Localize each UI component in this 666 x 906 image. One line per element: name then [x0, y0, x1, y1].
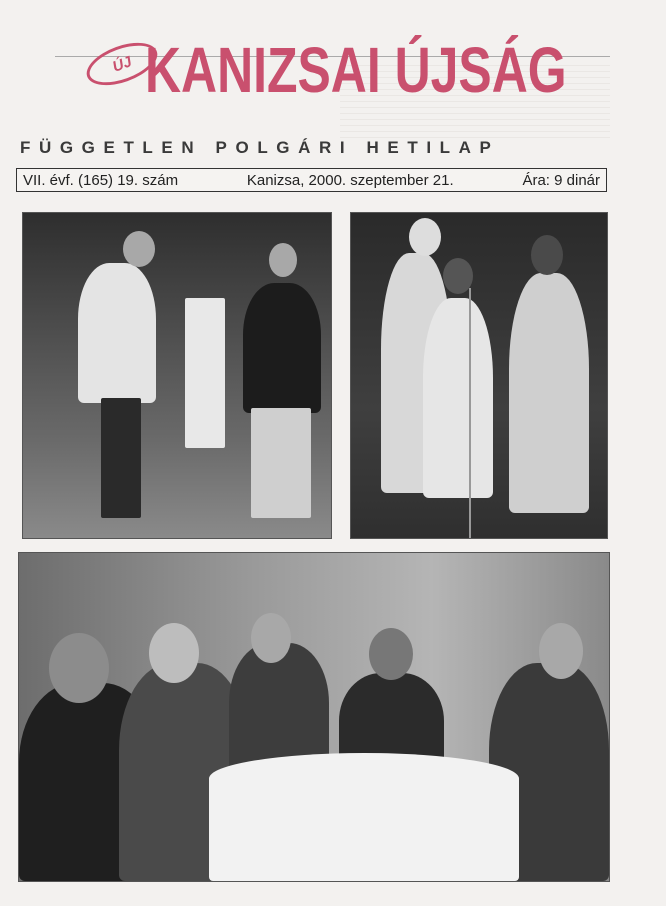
newspaper-title: KANIZSAI ÚJSÁG: [145, 34, 567, 106]
issue-price: Ára: 9 dinár: [522, 171, 600, 189]
photo-children-singing: [350, 212, 608, 539]
issue-volume: VII. évf. (165) 19. szám: [23, 171, 179, 189]
newspaper-subtitle: FÜGGETLEN POLGÁRI HETILAP: [20, 138, 500, 157]
issue-place-date: Kanizsa, 2000. szeptember 21.: [246, 171, 454, 189]
uj-badge-logo: ÚJ: [81, 34, 163, 93]
photo-audience-at-table: [18, 552, 610, 882]
issue-info-bar: [16, 168, 607, 192]
photo-monument-two-men: [22, 212, 332, 539]
masthead: [0, 20, 666, 130]
